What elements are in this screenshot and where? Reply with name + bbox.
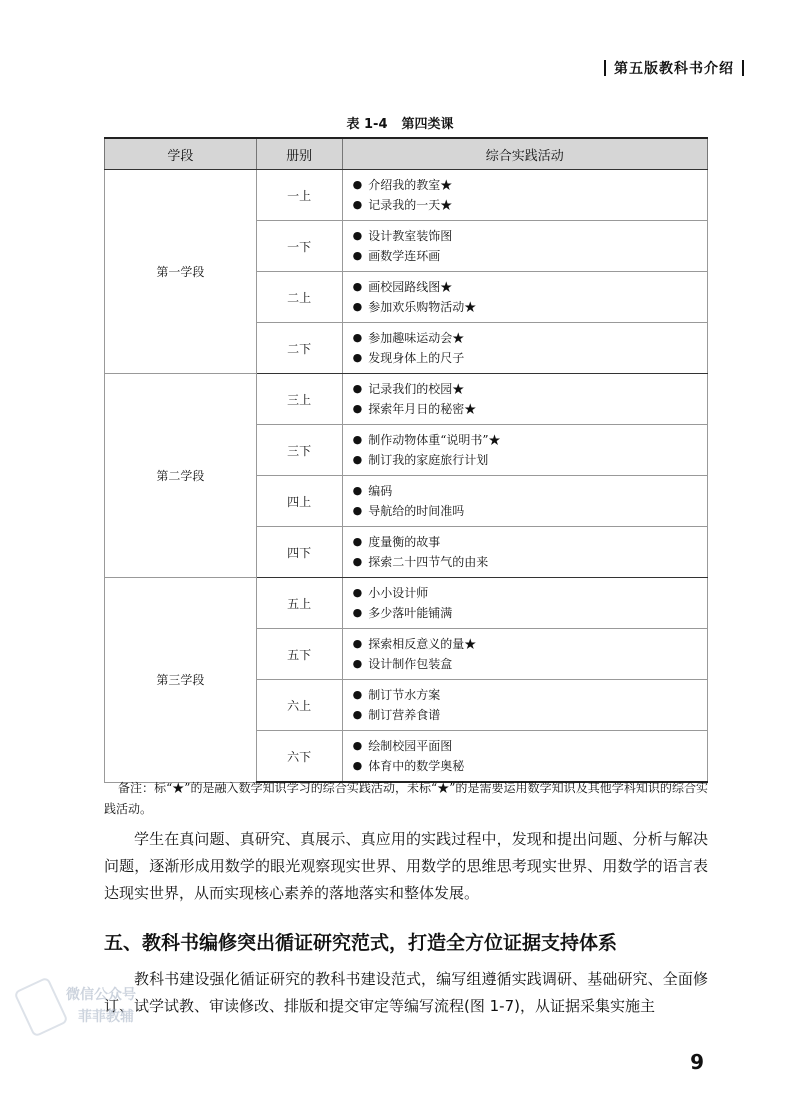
activity-text: 介绍我的教室★ [368,178,453,192]
activity-item [353,226,707,246]
activity-item [353,430,707,450]
activities-cell [342,578,707,629]
activities-cell [342,629,707,680]
activity-text: 度量衡的故事 [368,535,441,549]
activity-text: 画校园路线图★ [368,280,453,294]
activity-text: 探索年月日的秘密★ [368,402,477,416]
bullet-icon: ● [352,280,363,293]
activities-cell [342,374,707,425]
watermark-line1: 微信公众号 [66,987,136,1003]
table-caption-number: 表 1-4 [346,117,388,132]
activity-item [353,297,707,317]
activities-cell [342,476,707,527]
bullet-icon: ● [352,606,363,619]
table-caption-title: 第四类课 [401,117,454,132]
volume-cell: 五下 [256,629,342,680]
activity-item [353,399,707,419]
activities-table [104,137,708,783]
activity-item [353,583,707,603]
activity-item [353,654,707,674]
bullet-icon: ● [352,555,363,568]
activity-item [353,195,707,215]
bullet-icon: ● [352,759,363,772]
activity-text: 记录我的一天★ [368,198,453,212]
volume-cell: 六下 [256,731,342,783]
activities-cell [342,680,707,731]
activity-item [353,634,707,654]
activity-item [353,603,707,623]
bullet-icon: ● [352,484,363,497]
activity-text: 探索二十四节气的由来 [368,555,489,569]
activity-text: 制订我的家庭旅行计划 [368,453,489,467]
activities-cell [342,170,707,221]
volume-cell: 四上 [256,476,342,527]
activity-item [353,246,707,266]
stage-cell: 第一学段 [105,170,257,374]
table-row [105,170,708,221]
bullet-icon: ● [352,402,363,415]
table-note: 备注：标“★”的是融入数学知识学习的综合实践活动，未标“★”的是需要运用数学知识及其他学科知识的综合实践活动。 [104,781,708,816]
bullet-icon: ● [352,331,363,344]
activity-text: 制订营养食谱 [368,708,441,722]
activity-item [353,481,707,501]
activity-item [353,277,707,297]
activity-text: 发现身体上的尺子 [368,351,465,365]
section-heading: 五、教科书编修突出循证研究范式，打造全方位证据支持体系 [104,932,618,954]
bullet-icon: ● [352,637,363,650]
activity-item [353,328,707,348]
header-divider-right [742,60,744,76]
activity-item [353,450,707,470]
activity-text: 记录我们的校园★ [368,382,465,396]
activity-item [353,501,707,521]
activity-text: 多少落叶能铺满 [368,606,453,620]
activity-text: 绘制校园平面图 [368,739,453,753]
activity-item [353,736,707,756]
stage-cell: 第三学段 [105,578,257,783]
activities-cell [342,221,707,272]
activity-text: 体育中的数学奥秘 [368,759,465,773]
activity-text: 设计教室装饰图 [368,229,453,243]
bullet-icon: ● [352,688,363,701]
volume-cell: 五上 [256,578,342,629]
activity-text: 编码 [368,484,393,498]
table-row [105,578,708,629]
running-header [604,58,744,78]
bullet-icon: ● [352,198,363,211]
watermark-line2: 菲菲教辅 [78,1009,134,1025]
body-paragraph: 学生在真问题、真研究、真展示、真应用的实践过程中，发现和提出问题、分析与解决问题，逐渐形成用数学的眼光观察现实世界、用数学的思维思考现实世界、用数学的语言表达现实世界，从而实现核心素养的落地落实和整体发展。 [104,830,708,902]
bullet-icon: ● [352,300,363,313]
activity-text: 制作动物体重“说明书”★ [368,433,501,447]
activity-text: 探索相反意义的量★ [368,637,477,651]
activity-item [353,379,707,399]
page-number: 9 [690,1050,704,1074]
bullet-icon: ● [352,586,363,599]
activity-item [353,756,707,776]
table-header-row [105,138,708,170]
header-volume: 册别 [256,138,342,170]
bullet-icon: ● [352,229,363,242]
bullet-icon: ● [352,433,363,446]
bullet-icon: ● [352,178,363,191]
running-title: 第五版教科书介绍 [614,61,734,77]
bullet-icon: ● [352,739,363,752]
body-paragraph: 教科书建设强化循证研究的教科书建设范式，编写组遵循实践调研、基础研究、全面修订、试学试教、审读修改、排版和提交审定等编写流程(图 1-7)，从证据采集实施主 [104,970,708,1015]
activities-cell [342,527,707,578]
activity-item [353,552,707,572]
header-divider-left [604,60,606,76]
activity-item [353,348,707,368]
bullet-icon: ● [352,382,363,395]
activity-item [353,685,707,705]
activity-text: 设计制作包装盒 [368,657,453,671]
volume-cell: 四下 [256,527,342,578]
activity-text: 参加趣味运动会★ [368,331,465,345]
table-caption [0,113,800,132]
bullet-icon: ● [352,249,363,262]
volume-cell: 三下 [256,425,342,476]
bullet-icon: ● [352,657,363,670]
header-activities: 综合实践活动 [342,138,707,170]
stage-cell: 第二学段 [105,374,257,578]
bullet-icon: ● [352,708,363,721]
table-body [105,170,708,783]
watermark-icon [13,976,69,1037]
activities-cell [342,323,707,374]
volume-cell: 一上 [256,170,342,221]
activities-cell [342,425,707,476]
activity-text: 参加欢乐购物活动★ [368,300,477,314]
bullet-icon: ● [352,504,363,517]
activity-text: 画数学连环画 [368,249,441,263]
volume-cell: 三上 [256,374,342,425]
activities-cell [342,731,707,783]
activity-text: 导航给的时间准吗 [368,504,465,518]
bullet-icon: ● [352,351,363,364]
activity-item [353,532,707,552]
activity-text: 小小设计师 [368,586,429,600]
activity-item [353,175,707,195]
activity-item [353,705,707,725]
volume-cell: 六上 [256,680,342,731]
bullet-icon: ● [352,535,363,548]
volume-cell: 一下 [256,221,342,272]
header-stage: 学段 [105,138,257,170]
activity-text: 制订节水方案 [368,688,441,702]
volume-cell: 二下 [256,323,342,374]
bullet-icon: ● [352,453,363,466]
watermark [22,982,172,1036]
table-row [105,374,708,425]
volume-cell: 二上 [256,272,342,323]
activities-cell [342,272,707,323]
